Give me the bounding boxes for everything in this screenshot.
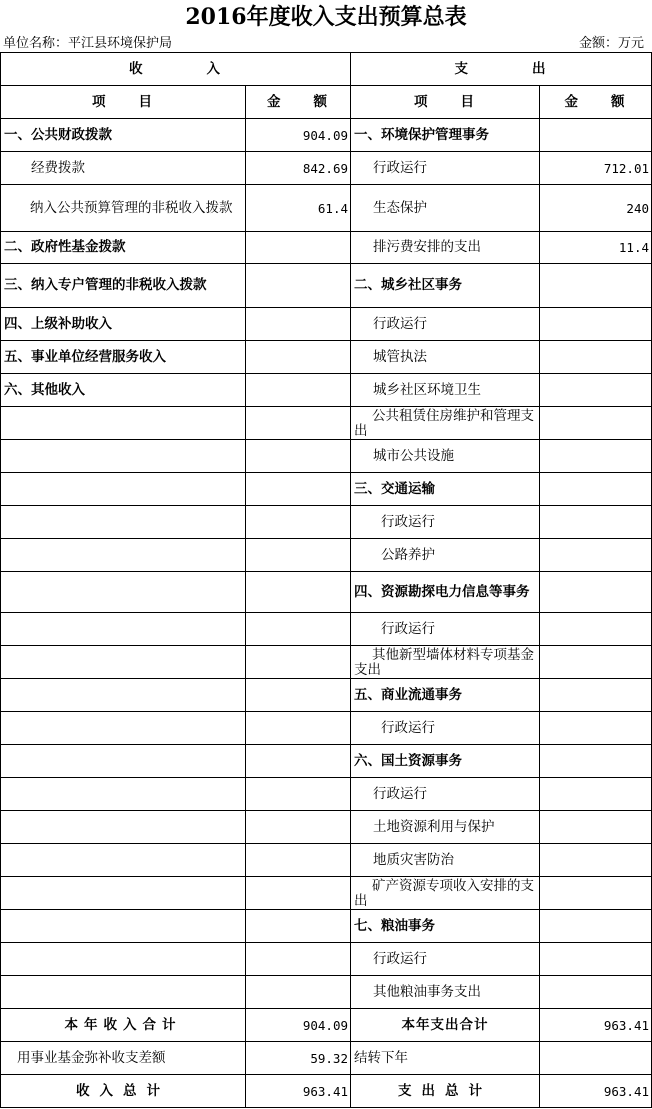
table-row bbox=[1, 572, 652, 613]
table-row bbox=[1, 712, 652, 745]
expense-amount: 240 bbox=[540, 185, 652, 232]
income-amount bbox=[246, 572, 351, 613]
expense-amount bbox=[540, 712, 652, 745]
expense-item: 行政运行 bbox=[351, 778, 540, 811]
table-row bbox=[1, 646, 652, 679]
expense-item: 二、城乡社区事务 bbox=[351, 264, 540, 308]
expense-amount bbox=[540, 679, 652, 712]
income-item bbox=[1, 811, 246, 844]
income-amount bbox=[246, 308, 351, 341]
expense-subtotal-amount: 963.41 bbox=[540, 1009, 652, 1042]
table-row bbox=[1, 506, 652, 539]
fund-offset-amount: 59.32 bbox=[246, 1042, 351, 1075]
table-row bbox=[1, 778, 652, 811]
expense-item: 六、国土资源事务 bbox=[351, 745, 540, 778]
expense-amount bbox=[540, 264, 652, 308]
income-item bbox=[1, 712, 246, 745]
expense-amount bbox=[540, 473, 652, 506]
expense-amount bbox=[540, 778, 652, 811]
income-item bbox=[1, 910, 246, 943]
income-item bbox=[1, 539, 246, 572]
income-item-header: 项 目 bbox=[1, 86, 246, 119]
table-row bbox=[1, 440, 652, 473]
expense-item-text: 四、资源勘探电力信息等事务 bbox=[354, 583, 530, 600]
expense-amount bbox=[540, 308, 652, 341]
income-amount bbox=[246, 745, 351, 778]
table-row bbox=[1, 308, 652, 341]
income-amount bbox=[246, 877, 351, 910]
expense-item: 七、粮油事务 bbox=[351, 910, 540, 943]
income-amount bbox=[246, 943, 351, 976]
income-amount bbox=[246, 539, 351, 572]
table-row bbox=[1, 613, 652, 646]
expense-item bbox=[351, 407, 540, 440]
income-amount bbox=[246, 976, 351, 1009]
income-amount bbox=[246, 407, 351, 440]
income-amount: 842.69 bbox=[246, 152, 351, 185]
income-item bbox=[1, 778, 246, 811]
expense-item: 排污费安排的支出 bbox=[351, 232, 540, 264]
expense-total-amount: 963.41 bbox=[540, 1075, 652, 1108]
expense-item: 行政运行 bbox=[351, 308, 540, 341]
expense-amount bbox=[540, 374, 652, 407]
income-amount bbox=[246, 232, 351, 264]
expense-item-text: 矿产资源专项收入安排的支出 bbox=[354, 878, 534, 909]
income-total-label: 收入总计 bbox=[1, 1075, 246, 1108]
expense-item: 城乡社区环境卫生 bbox=[351, 374, 540, 407]
income-amount bbox=[246, 613, 351, 646]
expense-amount bbox=[540, 910, 652, 943]
expense-amount bbox=[540, 877, 652, 910]
expense-item bbox=[351, 646, 540, 679]
income-amount bbox=[246, 646, 351, 679]
page-title: 2016年度收入支出预算总表 bbox=[185, 4, 467, 30]
income-item bbox=[1, 407, 246, 440]
expense-amount bbox=[540, 613, 652, 646]
income-amount bbox=[246, 264, 351, 308]
expense-item: 行政运行 bbox=[351, 506, 540, 539]
table-row bbox=[1, 679, 652, 712]
income-item bbox=[1, 440, 246, 473]
expense-amount bbox=[540, 844, 652, 877]
expense-amount bbox=[540, 341, 652, 374]
expense-item: 城管执法 bbox=[351, 341, 540, 374]
fund-offset-label: 用事业基金弥补收支差额 bbox=[1, 1042, 246, 1075]
table-row bbox=[1, 152, 652, 185]
income-item bbox=[1, 613, 246, 646]
expense-total-label: 支出总计 bbox=[351, 1075, 540, 1108]
income-amount-header: 金 额 bbox=[246, 86, 351, 119]
income-item bbox=[1, 572, 246, 613]
expense-amount bbox=[540, 440, 652, 473]
expense-item: 行政运行 bbox=[351, 613, 540, 646]
table-row bbox=[1, 232, 652, 264]
income-item: 经费拨款 bbox=[1, 152, 246, 185]
table-row bbox=[1, 407, 652, 440]
income-total-amount: 963.41 bbox=[246, 1075, 351, 1108]
expense-item: 城市公共设施 bbox=[351, 440, 540, 473]
expense-amount bbox=[540, 646, 652, 679]
table-row bbox=[1, 943, 652, 976]
expense-item: 地质灾害防治 bbox=[351, 844, 540, 877]
table-row bbox=[1, 976, 652, 1009]
expense-item-text: 公共租赁住房维护和管理支出 bbox=[354, 408, 534, 439]
expense-amount bbox=[540, 811, 652, 844]
table-row bbox=[1, 877, 652, 910]
budget-table bbox=[0, 52, 652, 1108]
expense-amount bbox=[540, 572, 652, 613]
income-item-text: 纳入公共预算管理的非税收入拨款 bbox=[30, 199, 233, 216]
table-row bbox=[1, 844, 652, 877]
income-item bbox=[1, 745, 246, 778]
income-item bbox=[1, 185, 246, 232]
expense-item: 五、商业流通事务 bbox=[351, 679, 540, 712]
summary-row bbox=[1, 1042, 652, 1075]
income-subtotal-label: 本年收入合计 bbox=[1, 1009, 246, 1042]
summary-row bbox=[1, 1009, 652, 1042]
amount-unit: 金额：万元 bbox=[578, 36, 644, 51]
income-item bbox=[1, 844, 246, 877]
income-item bbox=[1, 473, 246, 506]
income-amount bbox=[246, 811, 351, 844]
income-item bbox=[1, 646, 246, 679]
income-item: 五、事业单位经营服务收入 bbox=[1, 341, 246, 374]
table-row bbox=[1, 473, 652, 506]
expense-item-header: 项 目 bbox=[351, 86, 540, 119]
expense-item-text: 其他新型墙体材料专项基金支出 bbox=[354, 647, 534, 678]
income-amount bbox=[246, 506, 351, 539]
carry-forward-label: 结转下年 bbox=[351, 1042, 540, 1075]
expense-amount bbox=[540, 943, 652, 976]
expense-amount bbox=[540, 506, 652, 539]
income-amount bbox=[246, 679, 351, 712]
income-header: 收 入 bbox=[1, 53, 351, 86]
table-row bbox=[1, 811, 652, 844]
expense-amount: 11.4 bbox=[540, 232, 652, 264]
expense-amount: 712.01 bbox=[540, 152, 652, 185]
expense-subtotal-label: 本年支出合计 bbox=[351, 1009, 540, 1042]
table-row bbox=[1, 119, 652, 152]
expense-item bbox=[351, 572, 540, 613]
income-amount bbox=[246, 778, 351, 811]
table-row bbox=[1, 910, 652, 943]
income-item: 一、公共财政拨款 bbox=[1, 119, 246, 152]
table-row bbox=[1, 341, 652, 374]
table-row bbox=[1, 374, 652, 407]
expense-amount bbox=[540, 119, 652, 152]
expense-item: 其他粮油事务支出 bbox=[351, 976, 540, 1009]
expense-amount bbox=[540, 976, 652, 1009]
income-item: 二、政府性基金拨款 bbox=[1, 232, 246, 264]
expense-item bbox=[351, 877, 540, 910]
income-item bbox=[1, 506, 246, 539]
income-amount: 61.4 bbox=[246, 185, 351, 232]
income-amount bbox=[246, 712, 351, 745]
income-item bbox=[1, 877, 246, 910]
income-amount: 904.09 bbox=[246, 119, 351, 152]
income-amount bbox=[246, 910, 351, 943]
income-amount bbox=[246, 341, 351, 374]
income-item bbox=[1, 679, 246, 712]
income-item bbox=[1, 976, 246, 1009]
expense-item: 生态保护 bbox=[351, 185, 540, 232]
summary-row bbox=[1, 1075, 652, 1108]
expense-amount bbox=[540, 539, 652, 572]
expense-item: 三、交通运输 bbox=[351, 473, 540, 506]
income-item-text: 三、纳入专户管理的非税收入拨款 bbox=[4, 277, 207, 293]
income-item bbox=[1, 264, 246, 308]
income-amount bbox=[246, 844, 351, 877]
expense-amount bbox=[540, 407, 652, 440]
expense-item: 公路养护 bbox=[351, 539, 540, 572]
expense-item: 土地资源利用与保护 bbox=[351, 811, 540, 844]
carry-forward-amount bbox=[540, 1042, 652, 1075]
table-row bbox=[1, 745, 652, 778]
expense-item: 一、环境保护管理事务 bbox=[351, 119, 540, 152]
income-item: 四、上级补助收入 bbox=[1, 308, 246, 341]
income-subtotal-amount: 904.09 bbox=[246, 1009, 351, 1042]
income-amount bbox=[246, 374, 351, 407]
income-amount bbox=[246, 473, 351, 506]
expense-item: 行政运行 bbox=[351, 152, 540, 185]
table-row bbox=[1, 185, 652, 232]
expense-item: 行政运行 bbox=[351, 712, 540, 745]
expense-amount-header: 金 额 bbox=[540, 86, 652, 119]
expense-amount bbox=[540, 745, 652, 778]
income-item bbox=[1, 943, 246, 976]
income-item: 六、其他收入 bbox=[1, 374, 246, 407]
unit-name: 单位名称：平江县环境保护局 bbox=[3, 36, 173, 51]
expense-header: 支 出 bbox=[351, 53, 652, 86]
income-amount bbox=[246, 440, 351, 473]
table-row bbox=[1, 539, 652, 572]
table-row bbox=[1, 264, 652, 308]
expense-item: 行政运行 bbox=[351, 943, 540, 976]
